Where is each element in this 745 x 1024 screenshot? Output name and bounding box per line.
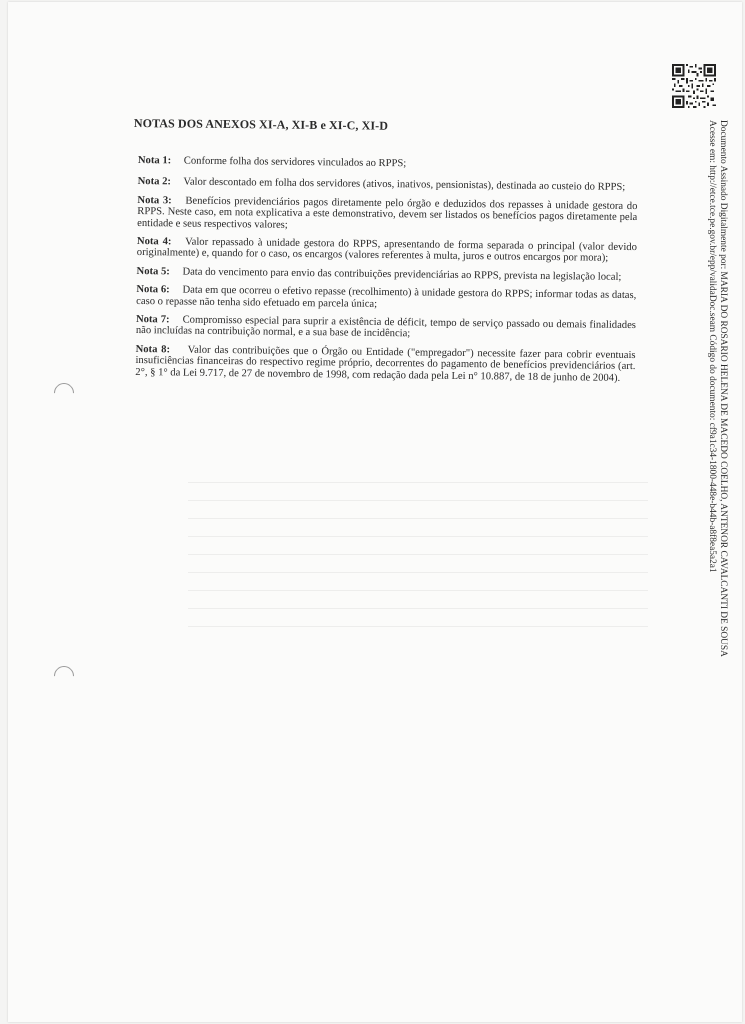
note-text: Valor descontado em folha dos servidores (ativos, inativos, pensionistas), destinada ao custeio do RPPS;	[183, 176, 626, 194]
note-item	[136, 284, 636, 313]
qr-code-icon[interactable]	[672, 64, 716, 108]
note-number: Nota 7:	[135, 314, 170, 326]
note-number: Nota 8:	[135, 343, 171, 356]
verification-link[interactable]: Acesse em: http://etce.tce.pe.gov.br/epp/validaDoc.seam Código do documento: cf9a1c34-1800-448e-b44b-a8f8ea5a2a1	[707, 120, 717, 573]
note-number: Nota 4:	[136, 236, 172, 248]
digital-signature-stamp	[692, 120, 728, 660]
punch-hole	[50, 379, 78, 407]
note-text: Conforme folha dos servidores vinculados ao RPPS;	[183, 155, 407, 170]
note-text: Data em que ocorreu o efetivo repasse (recolhimento) à unidade gestora do RPPS; informar todas as datas, caso o repasse não tenha sido efetuado em parcela única;	[136, 284, 637, 310]
note-text: Data do vencimento para envio das contribuições previdenciárias ao RPPS, prevista na legislação local;	[182, 266, 622, 283]
punch-hole	[50, 662, 78, 690]
page-title: NOTAS DOS ANEXOS XI-A, XI-B e XI-C, XI-D	[133, 116, 389, 133]
bleed-through-lines	[188, 482, 648, 662]
signature-line: Documento Assinado Digitalmente por: MARIA DO ROSARIO HELENA DE MACEDO COELHO, ANTENOR CAVALCANTI DE SOUSA	[718, 120, 728, 657]
note-number: Nota 5:	[136, 265, 170, 278]
notes-list	[135, 155, 638, 391]
note-item	[136, 314, 636, 343]
note-text: Valor repassado à unidade gestora do RPPS, apresentando de forma separada o principal (valor devido originalmente) e, quando for o caso, os encargos (valores referentes à multa, juros e outros encargos por mora);	[136, 236, 637, 265]
note-item	[137, 236, 637, 265]
note-number: Nota 1:	[137, 155, 172, 167]
note-number: Nota 6:	[136, 284, 170, 296]
note-item	[135, 344, 635, 384]
note-number: Nota 2:	[137, 176, 171, 188]
signature-text	[706, 120, 728, 660]
document-page	[8, 2, 742, 1022]
note-text: Valor das contribuições que o Órgão ou Entidade ("empregador") necessite fazer para cobrir eventuais insuficiências financeiras do respectivo regime próprio, decorrentes do pagamento de benefícios previdenciários (art. 2°, § 1° da Lei 9.717, de 27 de novembro de 1998, com redação dada pela Lei n° 10.887, de 18 de junho de 2004).	[135, 344, 636, 384]
note-number: Nota 3:	[137, 194, 172, 207]
note-item	[137, 195, 637, 235]
note-item	[138, 176, 638, 194]
note-item	[137, 266, 637, 284]
note-text: Compromisso especial para suprir a existência de déficit, tempo de serviço passado ou demais finalidades não incluídas na contribuição normal, e a sua base de incidência;	[135, 314, 637, 340]
note-text: Benefícios previdenciários pagos diretamente pelo órgão e deduzidos dos repasses à unidade gestora do RPPS. Neste caso, em nota explicativa a este demonstrativo, devem ser listados os benefícios pagos diretamente pela entidade e seus respectivos valores;	[137, 195, 638, 231]
